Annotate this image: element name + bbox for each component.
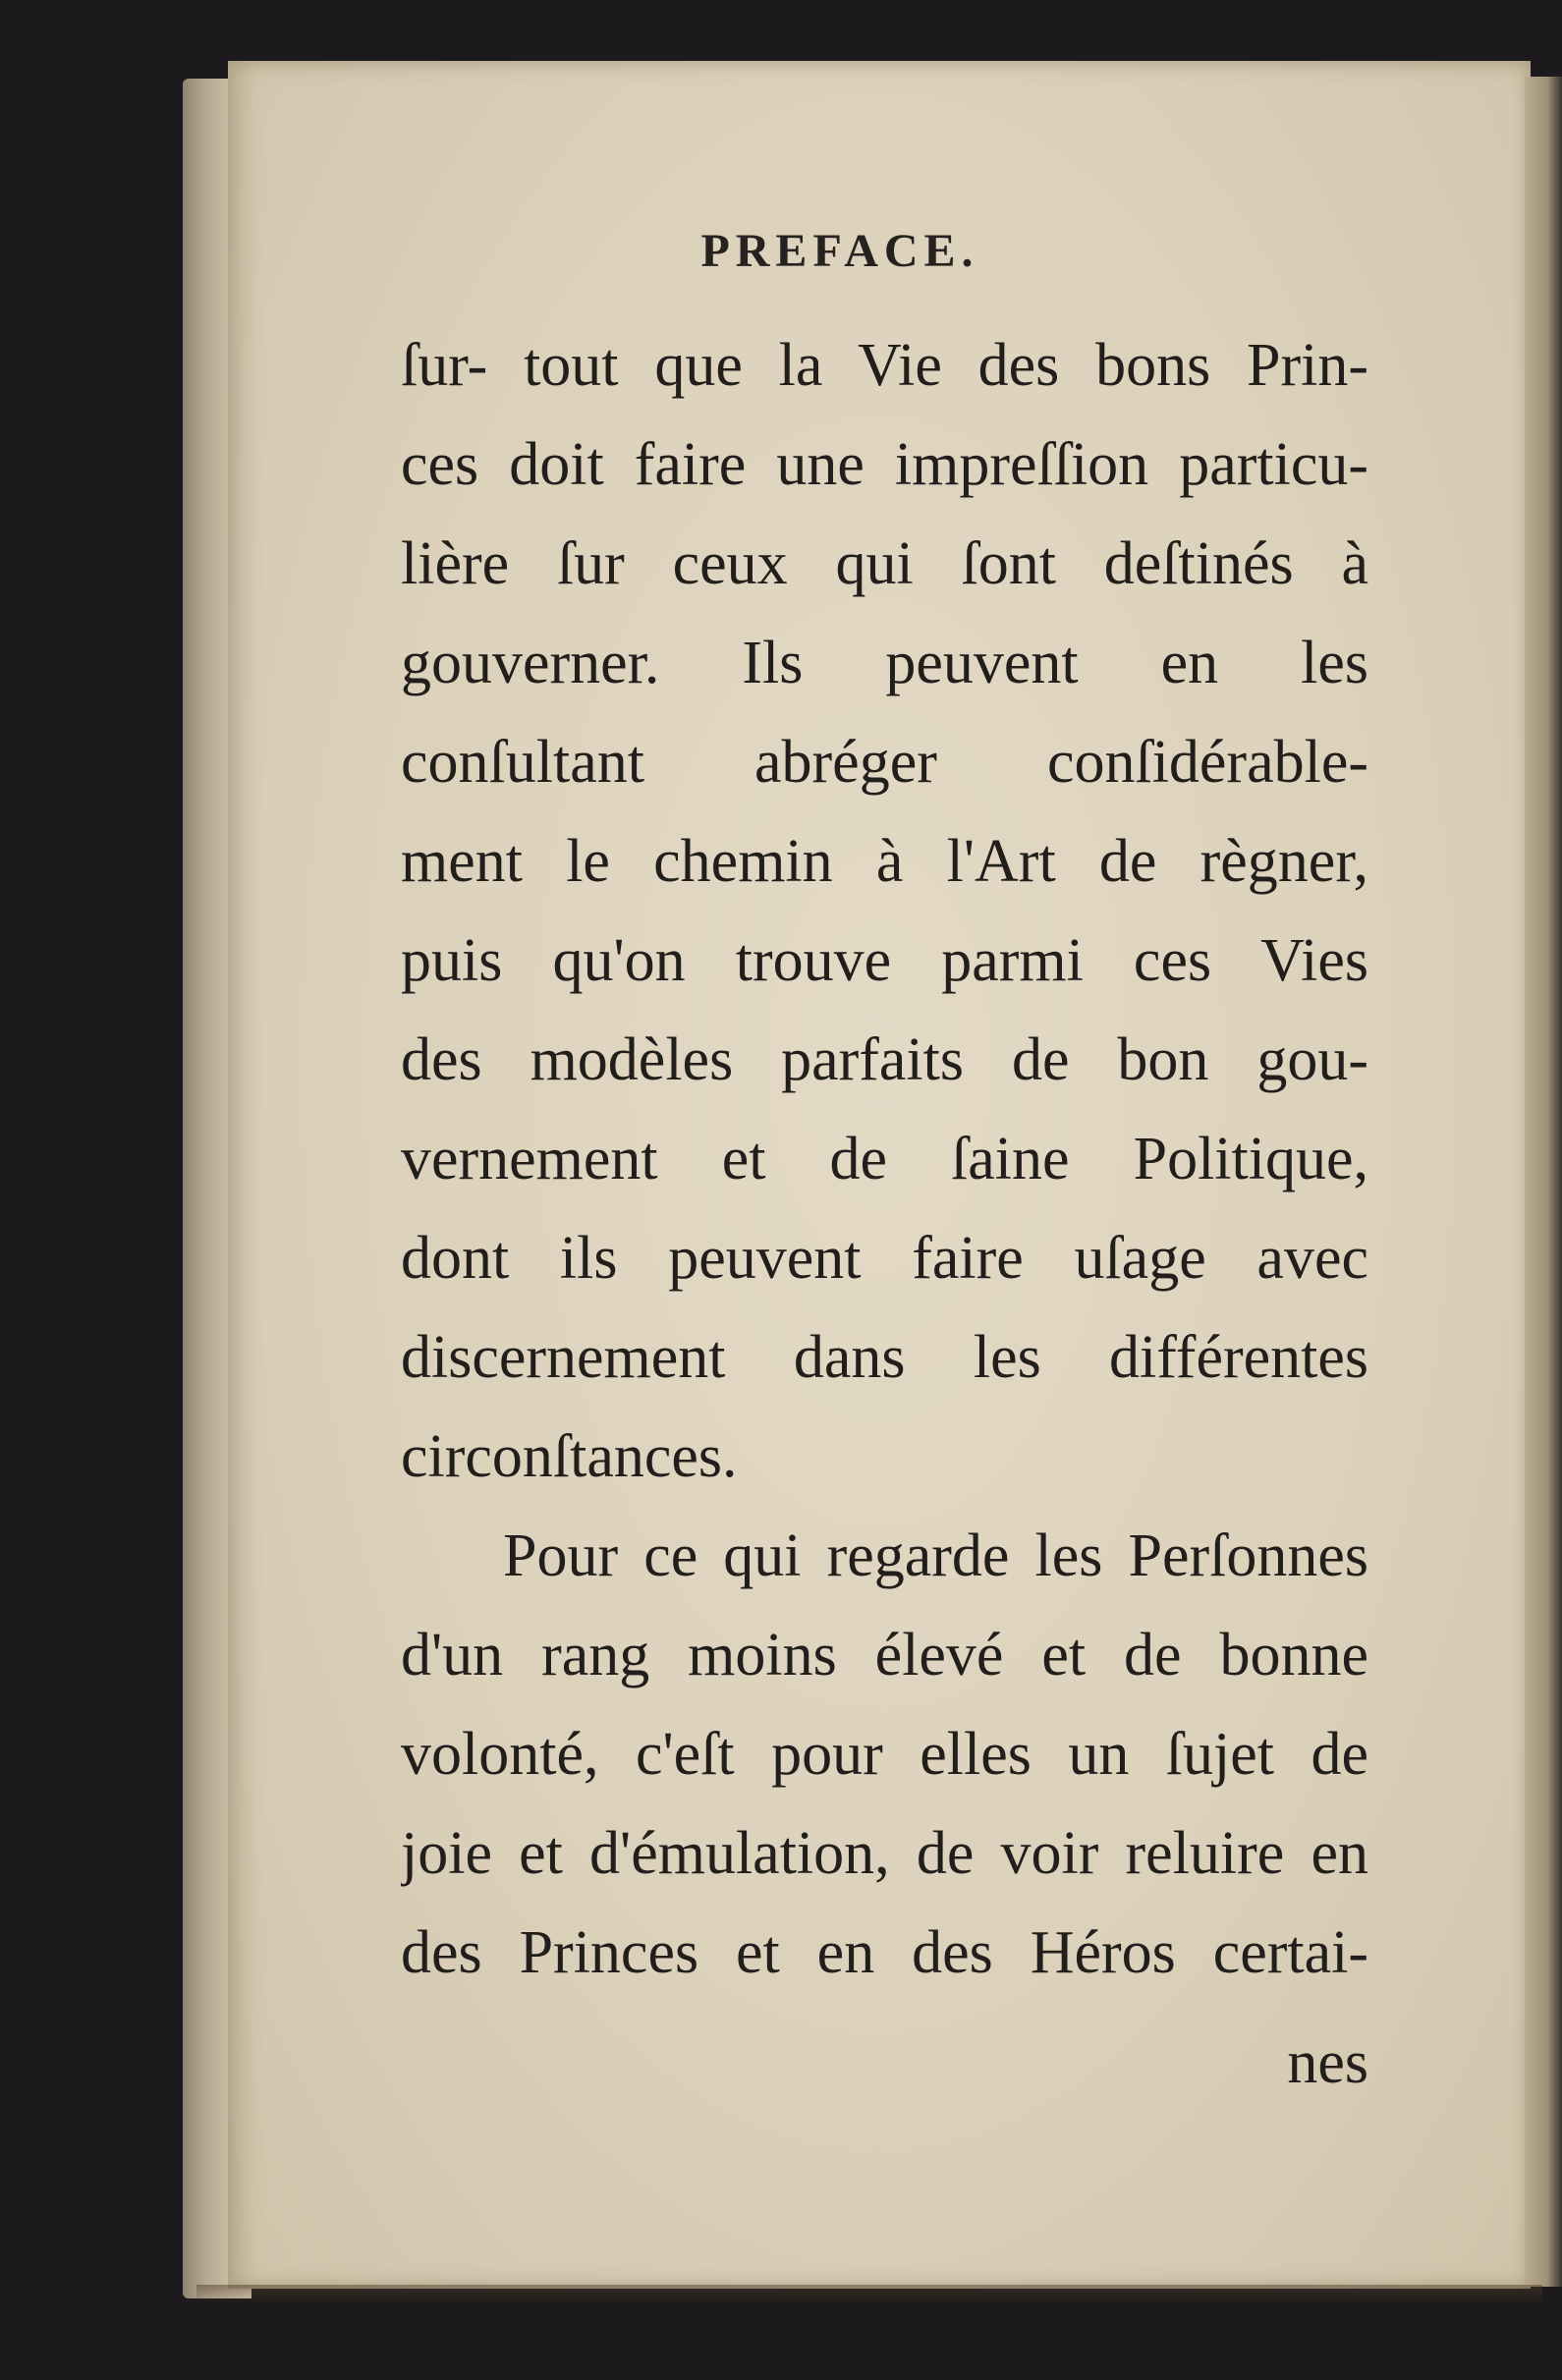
text-line: discernement dans les différentes: [401, 1324, 1368, 1391]
text-line: ſur- tout que la Vie des bons Prin-: [401, 332, 1368, 399]
text-line: circonſtances.: [401, 1423, 738, 1490]
text-line: ces doit faire une impreſſion particu-: [401, 431, 1368, 498]
body-text: [401, 316, 1368, 2003]
catchword: nes: [1287, 2029, 1368, 2096]
text-line: volonté, c'eſt pour elles un ſujet de: [401, 1721, 1368, 1788]
text-line: d'un rang moins élevé et de bonne: [401, 1622, 1368, 1688]
text-line: joie et d'émulation, de voir reluire en: [401, 1820, 1368, 1887]
text-line: puis qu'on trouve parmi ces Vies: [401, 927, 1368, 994]
book-right-edge: [1525, 77, 1562, 2287]
page-bottom-shadow: [196, 2285, 1542, 2304]
text-line: des Princes et en des Héros certai-: [401, 1919, 1368, 1986]
text-line: gouverner. Ils peuvent en les: [401, 630, 1368, 696]
text-line: conſultant abréger conſidérable-: [401, 729, 1368, 796]
running-head: PREFACE.: [700, 225, 979, 277]
text-line: des modèles parfaits de bon gou-: [401, 1026, 1368, 1093]
text-line: ment le chemin à l'Art de règner,: [401, 828, 1368, 895]
text-line: vernement et de ſaine Politique,: [401, 1126, 1368, 1192]
text-line: dont ils peuvent faire uſage avec: [401, 1225, 1368, 1292]
text-line: lière ſur ceux qui ſont deſtinés à: [401, 530, 1368, 597]
paragraph-first-line: Pour ce qui regarde les Perſonnes: [503, 1522, 1368, 1589]
